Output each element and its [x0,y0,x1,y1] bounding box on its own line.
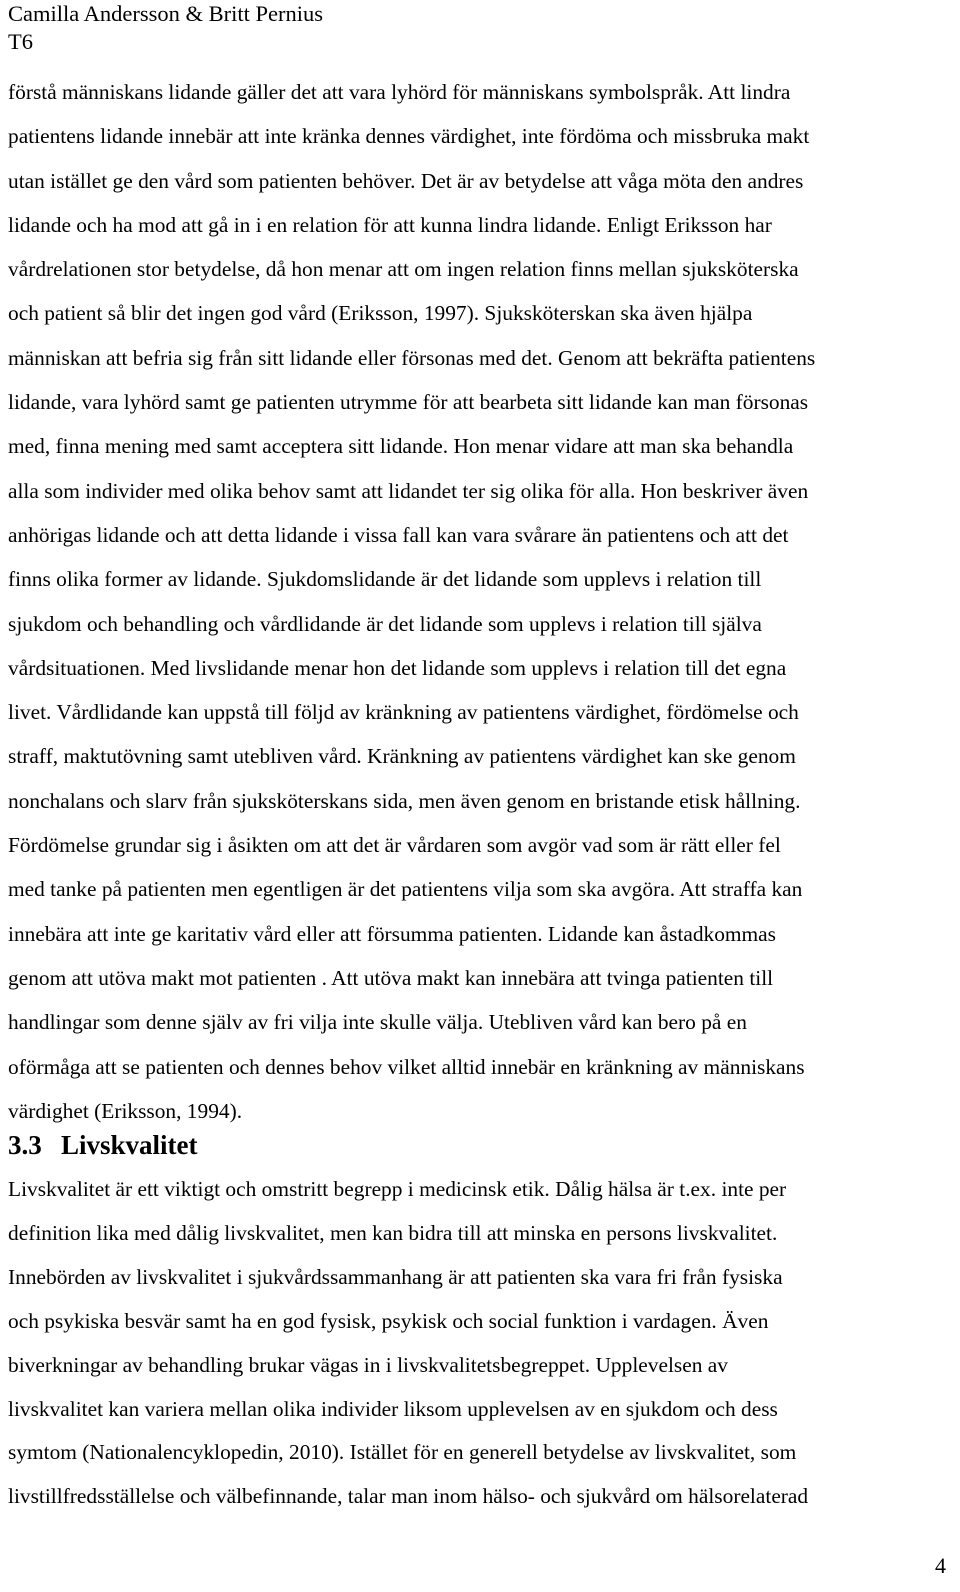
text-line: förstå människans lidande gäller det att vara lyhörd för människans symbolspråk. Att lindra [8,80,791,104]
text-line: med tanke på patienten men egentligen är det patientens vilja som ska avgöra. Att straffa kan [8,877,803,902]
text-line: livskvalitet kan variera mellan olika individer liksom upplevelsen av en sjukdom och dess [8,1396,778,1421]
text-line: definition lika med dålig livskvalitet, men kan bidra till att minska en persons livskvalitet. [8,1220,778,1245]
text-line: vårdrelationen stor betydelse, då hon menar att om ingen relation finns mellan sjuksköterska [8,257,799,282]
text-line: livet. Vårdlidande kan uppstå till följd av kränkning av patientens värdighet, fördömelse och [8,700,799,725]
header-code: T6 [8,29,33,54]
text-line: finns olika former av lidande. Sjukdomslidande är det lidande som upplevs i relation till [8,567,762,592]
text-line: straff, maktutövning samt utebliven vård. Kränkning av patientens värdighet kan ske genom [8,744,796,769]
text-line: lidande, vara lyhörd samt ge patienten utrymme för att bearbeta sitt lidande kan man försonas [8,390,809,415]
text-line: Fördömelse grundar sig i åsikten om att det är vårdaren som avgör vad som är rätt eller fel [8,833,781,858]
text-line: biverkningar av behandling brukar vägas in i livskvalitetsbegreppet. Upplevelsen av [8,1352,728,1377]
text-line: utan istället ge den vård som patienten behöver. Det är av betydelse att våga möta den andres [8,168,804,193]
section-title: Livskvalitet [61,1130,198,1160]
text-line: med, finna mening med samt acceptera sitt lidande. Hon menar vidare att man ska behandla [8,434,794,459]
body-paragraph [8,70,960,1133]
text-line: innebära att inte ge karitativ vård eller att försumma patienten. Lidande kan åstadkommas [8,921,776,946]
text-line: och psykiska besvär samt ha en god fysisk, psykisk och social funktion i vardagen. Även [8,1308,769,1333]
text-line: Innebörden av livskvalitet i sjukvårdssammanhang är att patienten ska vara fri från fysiska [8,1264,783,1289]
text-line: Livskvalitet är ett viktigt och omstritt begrepp i medicinsk etik. Dålig hälsa är t.ex. inte per [8,1177,787,1201]
text-line: symtom (Nationalencyklopedin, 2010). Istället för en generell betydelse av livskvalitet, som [8,1440,797,1465]
text-line: lidande och ha mod att gå in i en relation för att kunna lindra lidande. Enligt Eriksson har [8,212,772,237]
text-line: och patient så blir det ingen god vård (Eriksson, 1997). Sjuksköterskan ska även hjälpa [8,301,753,326]
text-line: oförmåga att se patienten och dennes behov vilket alltid innebär en kränkning av människans [8,1054,805,1079]
page-header [8,0,323,56]
text-line: människan att befria sig från sitt lidande eller försonas med det. Genom att bekräfta patientens [8,345,816,370]
text-line: nonchalans och slarv från sjuksköterskans sida, men även genom en bristande etisk hållning. [8,788,801,813]
page-number: 4 [935,1553,946,1578]
text-line: alla som individer med olika behov samt att lidandet ter sig olika för alla. Hon beskriver även [8,478,809,503]
section-paragraph [8,1168,960,1519]
text-line: sjukdom och behandling och vårdlidande är det lidande som upplevs i relation till själva [8,611,762,636]
section-heading [8,1126,198,1164]
text-line: patientens lidande innebär att inte kränka dennes värdighet, inte fördöma och missbruka makt [8,124,810,149]
text-line: livstillfredsställelse och välbefinnande, talar man inom hälso- och sjukvård om hälsorelaterad [8,1484,809,1509]
text-line: handlingar som denne själv av fri vilja inte skulle välja. Utebliven vård kan bero på en [8,1010,747,1035]
text-line: värdighet (Eriksson, 1994). [8,1098,243,1123]
text-line: vårdsituationen. Med livslidande menar hon det lidande som upplevs i relation till det egna [8,655,787,680]
text-line: anhörigas lidande och att detta lidande i vissa fall kan vara svårare än patientens och att det [8,522,789,547]
text-line: genom att utöva makt mot patienten . Att utöva makt kan innebära att tvinga patienten till [8,965,774,990]
header-authors: Camilla Andersson & Britt Pernius [8,1,323,26]
section-number: 3.3 [8,1130,42,1160]
